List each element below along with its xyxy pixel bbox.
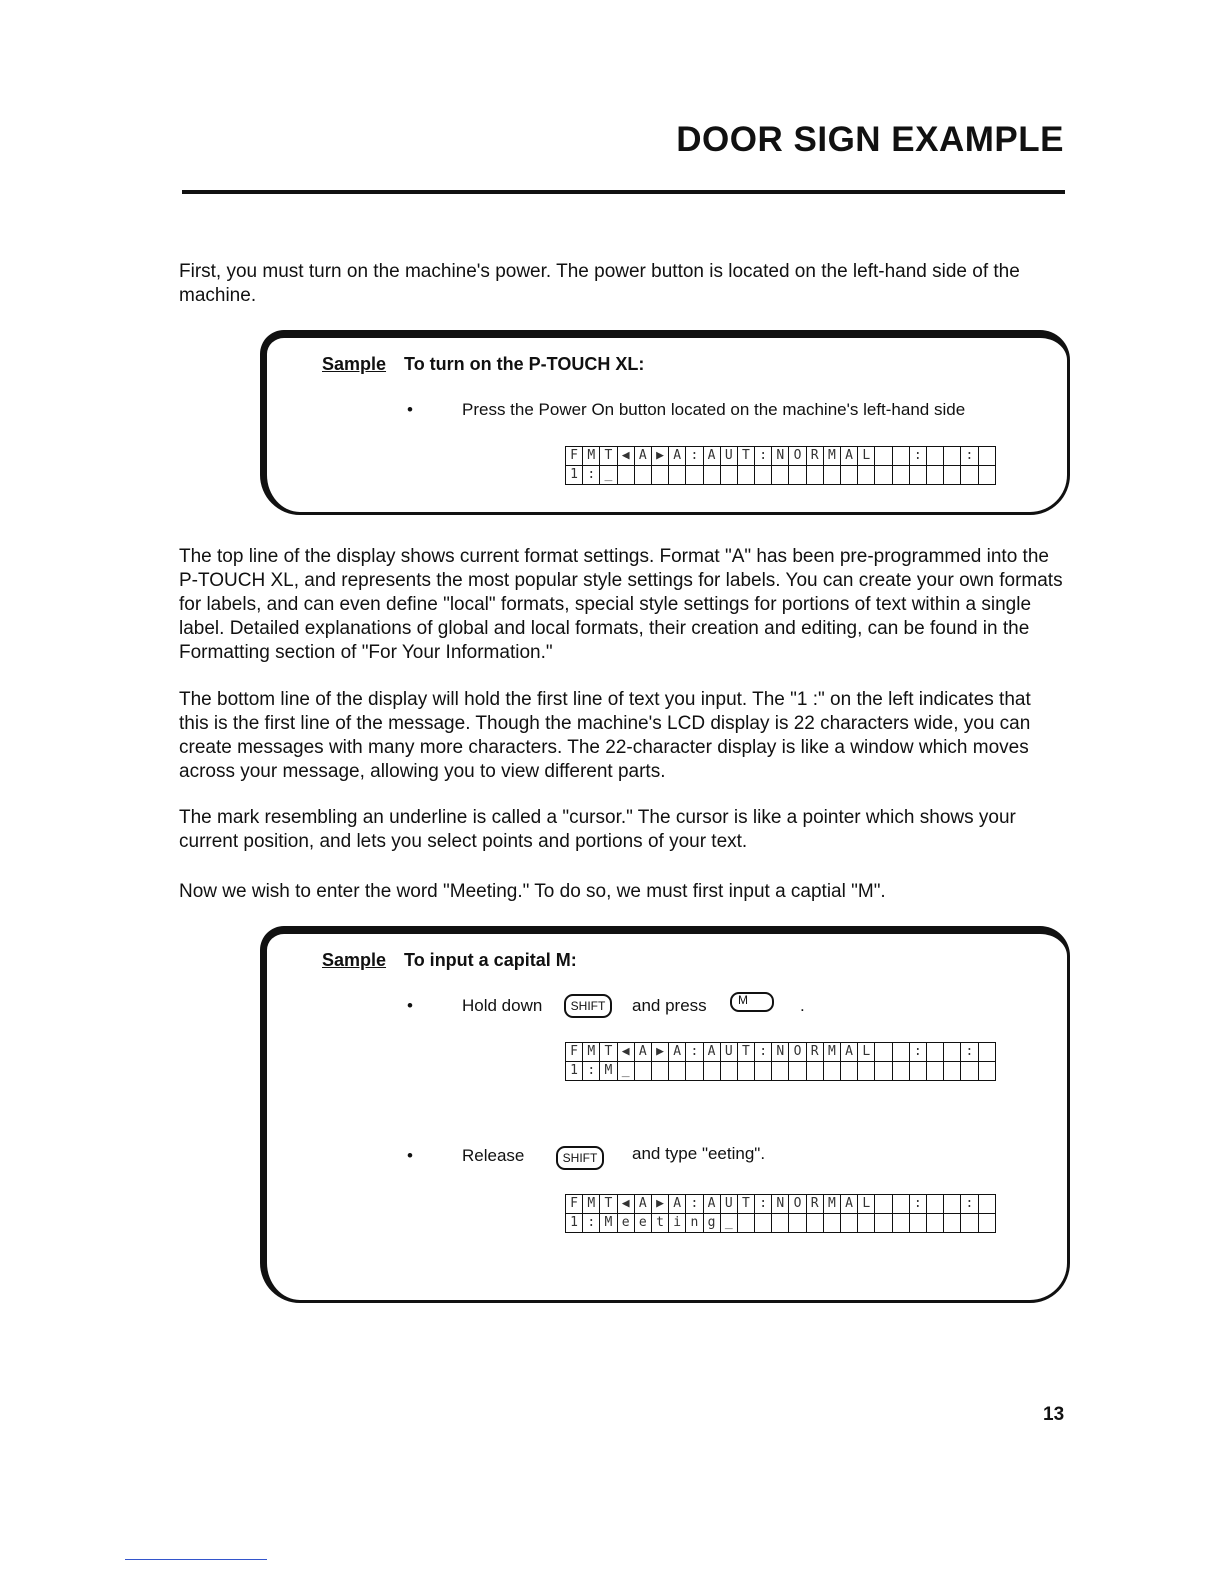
lcd-cell: M bbox=[823, 447, 840, 466]
lcd-cell bbox=[978, 447, 995, 466]
lcd-cell bbox=[617, 466, 634, 485]
lcd-cell: : bbox=[686, 447, 703, 466]
bullet: • bbox=[407, 996, 413, 1015]
lcd-cell: A bbox=[703, 1195, 720, 1214]
lcd-cell bbox=[806, 1214, 823, 1233]
lcd-cell bbox=[755, 1214, 772, 1233]
lcd-cell bbox=[651, 466, 668, 485]
lcd-cell: e bbox=[617, 1214, 634, 1233]
lcd-cell bbox=[755, 466, 772, 485]
lcd-cell bbox=[720, 1062, 737, 1081]
title-rule bbox=[182, 190, 1065, 194]
lcd-cell: T bbox=[737, 1195, 754, 1214]
lcd-cell bbox=[978, 1062, 995, 1081]
lcd-cell: M bbox=[823, 1195, 840, 1214]
lcd-cell bbox=[806, 466, 823, 485]
lcd-cell: i bbox=[669, 1214, 686, 1233]
lcd-cell bbox=[789, 1214, 806, 1233]
footnote-rule bbox=[125, 1559, 267, 1560]
lcd-cell bbox=[978, 1043, 995, 1062]
lcd-cell: M bbox=[823, 1043, 840, 1062]
lcd-cell bbox=[686, 466, 703, 485]
lcd-cell: : bbox=[909, 1195, 926, 1214]
lcd-cell bbox=[892, 447, 909, 466]
lcd-cell bbox=[634, 1062, 651, 1081]
step-text: and type "eeting". bbox=[632, 1144, 766, 1163]
paragraph-power: First, you must turn on the machine's power. The power button is located on the left-hand side of the machine. bbox=[179, 261, 1020, 306]
lcd-cell bbox=[823, 1062, 840, 1081]
lcd-cell bbox=[789, 1062, 806, 1081]
lcd-cell bbox=[789, 466, 806, 485]
lcd-cell bbox=[823, 466, 840, 485]
m-key: M bbox=[730, 992, 774, 1012]
lcd-cell bbox=[703, 466, 720, 485]
lcd-cell: e bbox=[634, 1214, 651, 1233]
lcd-cell: M bbox=[600, 1062, 617, 1081]
lcd-cell: g bbox=[703, 1214, 720, 1233]
lcd-cell: _ bbox=[617, 1062, 634, 1081]
lcd-cell bbox=[858, 1214, 875, 1233]
lcd-cell bbox=[737, 1062, 754, 1081]
lcd-cell: O bbox=[789, 447, 806, 466]
lcd-cell bbox=[926, 1062, 943, 1081]
lcd-cell: ▶ bbox=[651, 1195, 668, 1214]
lcd-cell: U bbox=[720, 1043, 737, 1062]
paragraph-format-settings: The top line of the display shows current format settings. Format "A" has been pre-programmed into the P-TOUCH XL, and represents the most popular style settings for labels. You can create your own formats for labels, and can even define "local" formats, special style settings for portions of text within a single label. Detailed explanations of global and local formats, their creation and editing, can be found in the Formatting section of "For Your Information." bbox=[179, 546, 1063, 663]
lcd-cell bbox=[772, 1062, 789, 1081]
lcd-cell bbox=[892, 466, 909, 485]
lcd-cell bbox=[737, 466, 754, 485]
lcd-row-top bbox=[566, 1195, 996, 1214]
lcd-cell bbox=[686, 1062, 703, 1081]
sample-label: Sample bbox=[322, 354, 387, 374]
lcd-cell bbox=[806, 1062, 823, 1081]
lcd-cell: A bbox=[841, 1195, 858, 1214]
lcd-cell: ◀ bbox=[617, 1043, 634, 1062]
step-text: . bbox=[800, 996, 805, 1015]
lcd-cell: T bbox=[600, 447, 617, 466]
lcd-cell: N bbox=[772, 1043, 789, 1062]
lcd-cell: ▶ bbox=[651, 1043, 668, 1062]
lcd-cell bbox=[961, 1062, 978, 1081]
lcd-cell: O bbox=[789, 1043, 806, 1062]
lcd-display bbox=[565, 1042, 996, 1081]
sample-title: To input a capital M: bbox=[404, 950, 577, 970]
lcd-cell: : bbox=[583, 466, 600, 485]
lcd-cell: n bbox=[686, 1214, 703, 1233]
lcd-cell: R bbox=[806, 1043, 823, 1062]
lcd-row-bottom bbox=[566, 1062, 996, 1081]
lcd-cell: A bbox=[634, 447, 651, 466]
lcd-cell: t bbox=[651, 1214, 668, 1233]
sample-label: Sample bbox=[322, 950, 387, 970]
lcd-cell: 1 bbox=[566, 1062, 583, 1081]
lcd-cell bbox=[961, 1214, 978, 1233]
lcd-cell bbox=[755, 1062, 772, 1081]
lcd-cell bbox=[926, 1043, 943, 1062]
lcd-cell bbox=[944, 1062, 961, 1081]
paragraph-cursor: The mark resembling an underline is called a "cursor." The cursor is like a pointer which shows your current position, and lets you select points and portions of your text. bbox=[179, 807, 1016, 852]
lcd-cell bbox=[737, 1214, 754, 1233]
sample-heading bbox=[322, 354, 644, 375]
lcd-cell bbox=[669, 1062, 686, 1081]
lcd-cell: O bbox=[789, 1195, 806, 1214]
lcd-cell: : bbox=[686, 1043, 703, 1062]
page-number: 13 bbox=[1043, 1404, 1065, 1425]
lcd-cell: N bbox=[772, 447, 789, 466]
lcd-cell: : bbox=[755, 1043, 772, 1062]
lcd-cell: : bbox=[909, 1043, 926, 1062]
lcd-cell bbox=[772, 466, 789, 485]
lcd-cell: : bbox=[961, 1043, 978, 1062]
paragraph-meeting: Now we wish to enter the word "Meeting." To do so, we must first input a captial "M". bbox=[179, 881, 886, 902]
lcd-cell: A bbox=[634, 1043, 651, 1062]
lcd-cell: : bbox=[686, 1195, 703, 1214]
lcd-cell bbox=[875, 1043, 892, 1062]
lcd-row-top bbox=[566, 447, 996, 466]
lcd-cell: N bbox=[772, 1195, 789, 1214]
lcd-cell: A bbox=[703, 447, 720, 466]
sample-box-power-on bbox=[260, 330, 1070, 515]
lcd-cell: T bbox=[600, 1195, 617, 1214]
lcd-cell bbox=[669, 466, 686, 485]
lcd-cell bbox=[772, 1214, 789, 1233]
lcd-cell bbox=[944, 1195, 961, 1214]
lcd-cell: ◀ bbox=[617, 1195, 634, 1214]
lcd-cell: : bbox=[909, 447, 926, 466]
lcd-cell: ▶ bbox=[651, 447, 668, 466]
lcd-cell bbox=[926, 1214, 943, 1233]
lcd-cell: M bbox=[583, 447, 600, 466]
lcd-cell bbox=[909, 1214, 926, 1233]
lcd-cell bbox=[875, 1214, 892, 1233]
lcd-cell bbox=[944, 447, 961, 466]
lcd-cell bbox=[858, 466, 875, 485]
lcd-cell: R bbox=[806, 447, 823, 466]
lcd-cell bbox=[892, 1043, 909, 1062]
lcd-cell: U bbox=[720, 1195, 737, 1214]
lcd-cell: : bbox=[583, 1214, 600, 1233]
lcd-cell bbox=[892, 1195, 909, 1214]
lcd-cell bbox=[875, 466, 892, 485]
lcd-cell: : bbox=[583, 1062, 600, 1081]
shift-key: SHIFT bbox=[564, 994, 612, 1018]
step-text: and press bbox=[632, 996, 707, 1015]
lcd-cell: F bbox=[566, 1195, 583, 1214]
lcd-cell bbox=[841, 1062, 858, 1081]
lcd-cell: : bbox=[961, 447, 978, 466]
lcd-cell bbox=[634, 466, 651, 485]
lcd-cell: A bbox=[669, 1195, 686, 1214]
lcd-cell: 1 bbox=[566, 466, 583, 485]
lcd-row-bottom bbox=[566, 466, 996, 485]
lcd-cell bbox=[909, 1062, 926, 1081]
lcd-row-bottom bbox=[566, 1214, 996, 1233]
lcd-cell bbox=[926, 466, 943, 485]
lcd-cell: M bbox=[583, 1195, 600, 1214]
lcd-cell bbox=[978, 466, 995, 485]
lcd-cell bbox=[944, 1043, 961, 1062]
lcd-cell bbox=[875, 1195, 892, 1214]
lcd-cell bbox=[703, 1062, 720, 1081]
lcd-display bbox=[565, 446, 996, 485]
lcd-cell bbox=[892, 1214, 909, 1233]
lcd-cell: A bbox=[669, 1043, 686, 1062]
lcd-cell bbox=[926, 1195, 943, 1214]
lcd-cell: _ bbox=[720, 1214, 737, 1233]
lcd-cell bbox=[841, 1214, 858, 1233]
sample-box-capital-m bbox=[260, 926, 1070, 1303]
bullet: • bbox=[407, 1146, 413, 1165]
lcd-cell: : bbox=[961, 1195, 978, 1214]
lcd-cell bbox=[961, 466, 978, 485]
lcd-cell bbox=[926, 447, 943, 466]
lcd-cell: L bbox=[858, 447, 875, 466]
lcd-cell bbox=[978, 1195, 995, 1214]
step-text: Press the Power On button located on the machine's left-hand side bbox=[462, 400, 966, 419]
step-text: Release bbox=[462, 1146, 525, 1165]
lcd-cell: L bbox=[858, 1043, 875, 1062]
lcd-cell: M bbox=[600, 1214, 617, 1233]
lcd-cell: ◀ bbox=[617, 447, 634, 466]
page-title: DOOR SIGN EXAMPLE bbox=[676, 120, 1064, 159]
lcd-cell bbox=[944, 466, 961, 485]
lcd-cell: A bbox=[634, 1195, 651, 1214]
lcd-row-top bbox=[566, 1043, 996, 1062]
lcd-cell: L bbox=[858, 1195, 875, 1214]
lcd-cell bbox=[978, 1214, 995, 1233]
lcd-cell bbox=[858, 1062, 875, 1081]
lcd-cell: A bbox=[703, 1043, 720, 1062]
shift-key: SHIFT bbox=[556, 1146, 604, 1170]
lcd-cell: A bbox=[669, 447, 686, 466]
lcd-cell: M bbox=[583, 1043, 600, 1062]
lcd-cell bbox=[841, 466, 858, 485]
lcd-cell: : bbox=[755, 1195, 772, 1214]
lcd-cell bbox=[823, 1214, 840, 1233]
lcd-cell bbox=[909, 466, 926, 485]
lcd-cell bbox=[720, 466, 737, 485]
lcd-cell: T bbox=[737, 1043, 754, 1062]
lcd-cell: F bbox=[566, 447, 583, 466]
lcd-cell bbox=[875, 447, 892, 466]
lcd-cell: T bbox=[600, 1043, 617, 1062]
lcd-display bbox=[565, 1194, 996, 1233]
lcd-cell bbox=[651, 1062, 668, 1081]
paragraph-bottom-line: The bottom line of the display will hold the first line of text you input. The "1 :" on the left indicates that this is the first line of the message. Though the machine's LCD display is 22 characters wide, you can create messages with many more characters. The 22-character display is like a window which moves across your message, allowing you to view different parts. bbox=[179, 689, 1031, 782]
lcd-cell bbox=[875, 1062, 892, 1081]
sample-heading bbox=[322, 950, 577, 971]
lcd-cell: _ bbox=[600, 466, 617, 485]
lcd-cell: : bbox=[755, 447, 772, 466]
lcd-cell: A bbox=[841, 1043, 858, 1062]
lcd-cell: A bbox=[841, 447, 858, 466]
lcd-cell: R bbox=[806, 1195, 823, 1214]
step-text: Hold down bbox=[462, 996, 543, 1015]
bullet: • bbox=[407, 400, 413, 419]
sample-title: To turn on the P-TOUCH XL: bbox=[404, 354, 645, 374]
lcd-cell bbox=[944, 1214, 961, 1233]
lcd-cell: T bbox=[737, 447, 754, 466]
lcd-cell: U bbox=[720, 447, 737, 466]
lcd-cell bbox=[892, 1062, 909, 1081]
lcd-cell: 1 bbox=[566, 1214, 583, 1233]
lcd-cell: F bbox=[566, 1043, 583, 1062]
